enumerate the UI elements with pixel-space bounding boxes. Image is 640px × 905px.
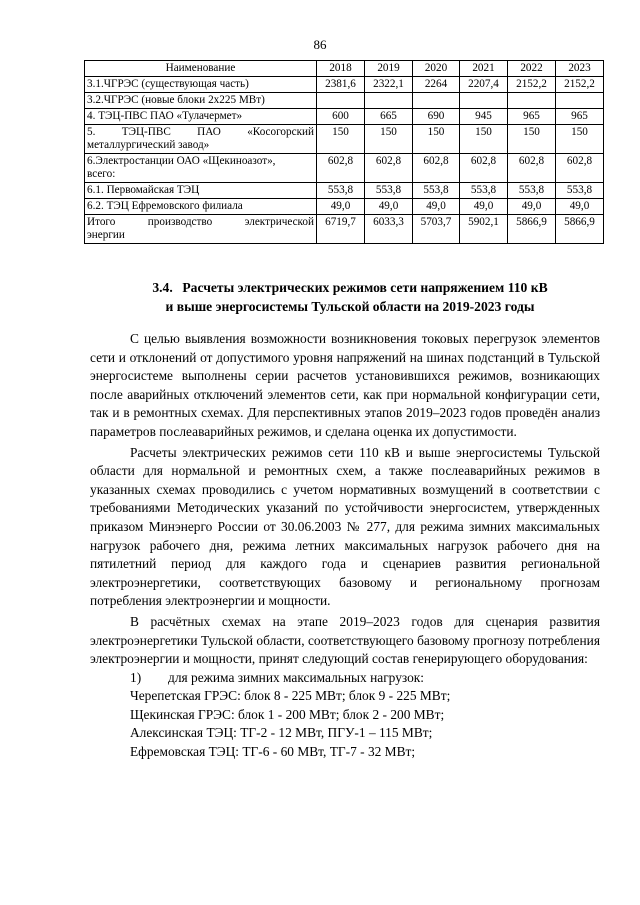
cell-value: 2152,2 <box>508 77 556 93</box>
list-item <box>90 669 600 688</box>
header-year: 2022 <box>508 61 556 77</box>
cell-value: 2381,6 <box>317 77 365 93</box>
equipment-line: Щекинская ГРЭС: блок 1 - 200 МВт; блок 2 - 200 МВт; <box>130 706 445 722</box>
cell-value: 150 <box>556 125 604 154</box>
paragraph: В расчётных схемах на этапе 2019–2023 годов для сценария развития электроэнергетики Тульской области, соответствующего базовому прогнозу потребления электроэнергии и мощности, принят следующий состав генерирующего оборудования: <box>90 613 600 667</box>
cell-value: 150 <box>317 125 365 154</box>
table-row-total <box>85 215 604 244</box>
cell-value <box>317 93 365 109</box>
cell-value: 553,8 <box>365 183 413 199</box>
cell-value <box>556 93 604 109</box>
cell-value: 602,8 <box>317 154 365 183</box>
cell-value: 945 <box>460 109 508 125</box>
page-number: 86 <box>313 37 327 52</box>
equipment-line: Алексинская ТЭЦ: ТГ-2 - 12 МВт, ПГУ-1 – 115 МВт; <box>130 725 433 741</box>
row-name-line: металлургический завод» <box>87 139 210 151</box>
row-name: 6.2. ТЭЦ Ефремовского филиала <box>85 199 317 215</box>
section-heading-line1 <box>90 278 610 297</box>
table-header-row <box>85 61 604 77</box>
row-name-line: 5. ТЭЦ-ПВС ПАО «Косогорский <box>87 126 314 138</box>
cell-value: 49,0 <box>460 199 508 215</box>
table-row <box>85 77 604 93</box>
cell-value: 49,0 <box>556 199 604 215</box>
cell-value: 965 <box>556 109 604 125</box>
cell-value: 150 <box>460 125 508 154</box>
cell-value: 602,8 <box>413 154 460 183</box>
section-heading <box>90 278 610 316</box>
row-name-line: 6.Электростанции ОАО «Щекиноазот», <box>87 155 276 167</box>
row-name: 4. ТЭЦ-ПВС ПАО «Тулачермет» <box>85 109 317 125</box>
cell-value: 553,8 <box>556 183 604 199</box>
row-name <box>85 125 317 154</box>
equipment-line: Ефремовская ТЭЦ: ТГ-6 - 60 МВт, ТГ-7 - 32 МВт; <box>130 744 416 760</box>
table-row <box>85 125 604 154</box>
paragraph: Расчеты электрических режимов сети 110 кВ и выше энергосистемы Тульской области для нормальной и ремонтных схем, а также послеаварийных режимов в указанных схемах проводились с учетом нормативных возмущений в соответствии с требованиями Методических указаний по устойчивости энергосистем, утвержденных приказом Минэнерго России от 30.06.2003 № 277, для режима зимних максимальных нагрузок рабочего дня, режима летних максимальных нагрузок рабочего дня на пятилетний период для каждого года и сценариев развития региональной электроэнергетики, соответствующих базовому и региональному прогнозам потребления электроэнергии и мощности. <box>90 444 600 609</box>
cell-value: 553,8 <box>413 183 460 199</box>
generation-table <box>84 60 604 244</box>
cell-value: 49,0 <box>365 199 413 215</box>
cell-value: 5866,9 <box>508 215 556 244</box>
cell-value: 150 <box>365 125 413 154</box>
cell-value: 2264 <box>413 77 460 93</box>
row-name-line: Итого производство электрической <box>87 216 314 228</box>
cell-value: 602,8 <box>508 154 556 183</box>
cell-value <box>413 93 460 109</box>
cell-value <box>508 93 556 109</box>
header-year: 2020 <box>413 61 460 77</box>
cell-value: 49,0 <box>317 199 365 215</box>
cell-value: 2207,4 <box>460 77 508 93</box>
cell-value: 2152,2 <box>556 77 604 93</box>
equipment-line: Черепетская ГРЭС: блок 8 - 225 МВт; блок 9 - 225 МВт; <box>130 688 451 704</box>
header-year: 2019 <box>365 61 413 77</box>
row-name <box>85 215 317 244</box>
cell-value: 2322,1 <box>365 77 413 93</box>
cell-value: 553,8 <box>508 183 556 199</box>
table-row <box>85 154 604 183</box>
section-title-line1: Расчеты электрических режимов сети напряжением 110 кВ <box>182 280 548 295</box>
cell-value: 665 <box>365 109 413 125</box>
cell-value: 600 <box>317 109 365 125</box>
cell-value: 49,0 <box>508 199 556 215</box>
cell-value: 5703,7 <box>413 215 460 244</box>
cell-value: 6033,3 <box>365 215 413 244</box>
cell-value: 150 <box>508 125 556 154</box>
paragraph: С целью выявления возможности возникновения токовых перегрузок элементов сети и отклонений от допустимого уровня напряжений на шинах подстанций в Тульской энергосистеме выполнены серии расчетов установившихся режимов, возникающих после аварийных отключений элементов сети, как при нормальной конфигурации сети, так и в ремонтных схемах. Для перспективных этапов 2019–2023 годов проведён анализ параметров послеаварийных режимов, и сделана оценка их допустимости. <box>90 331 600 439</box>
cell-value: 602,8 <box>365 154 413 183</box>
table-row <box>85 183 604 199</box>
cell-value: 5866,9 <box>556 215 604 244</box>
list-number: 1) <box>130 669 142 685</box>
table-row <box>85 199 604 215</box>
section-title-line2: и выше энергосистемы Тульской области на 2019-2023 годы <box>165 299 535 314</box>
row-name: 3.2.ЧГРЭС (новые блоки 2х225 МВт) <box>85 93 317 109</box>
cell-value: 602,8 <box>556 154 604 183</box>
table-row <box>85 109 604 125</box>
table-row <box>85 93 604 109</box>
cell-value: 5902,1 <box>460 215 508 244</box>
row-name-line: всего: <box>87 168 116 180</box>
cell-value: 690 <box>413 109 460 125</box>
cell-value <box>365 93 413 109</box>
cell-value: 553,8 <box>317 183 365 199</box>
body-text <box>90 330 600 762</box>
cell-value: 602,8 <box>460 154 508 183</box>
header-name: Наименование <box>85 61 317 77</box>
cell-value: 150 <box>413 125 460 154</box>
row-name-line: энергии <box>87 229 125 241</box>
header-year: 2018 <box>317 61 365 77</box>
cell-value: 6719,7 <box>317 215 365 244</box>
row-name: 3.1.ЧГРЭС (существующая часть) <box>85 77 317 93</box>
header-year: 2021 <box>460 61 508 77</box>
list-label: для режима зимних максимальных нагрузок: <box>168 669 425 685</box>
header-year: 2023 <box>556 61 604 77</box>
cell-value <box>460 93 508 109</box>
section-number: 3.4. <box>152 280 173 295</box>
cell-value: 49,0 <box>413 199 460 215</box>
cell-value: 965 <box>508 109 556 125</box>
row-name: 6.1. Первомайская ТЭЦ <box>85 183 317 199</box>
cell-value: 553,8 <box>460 183 508 199</box>
row-name <box>85 154 317 183</box>
